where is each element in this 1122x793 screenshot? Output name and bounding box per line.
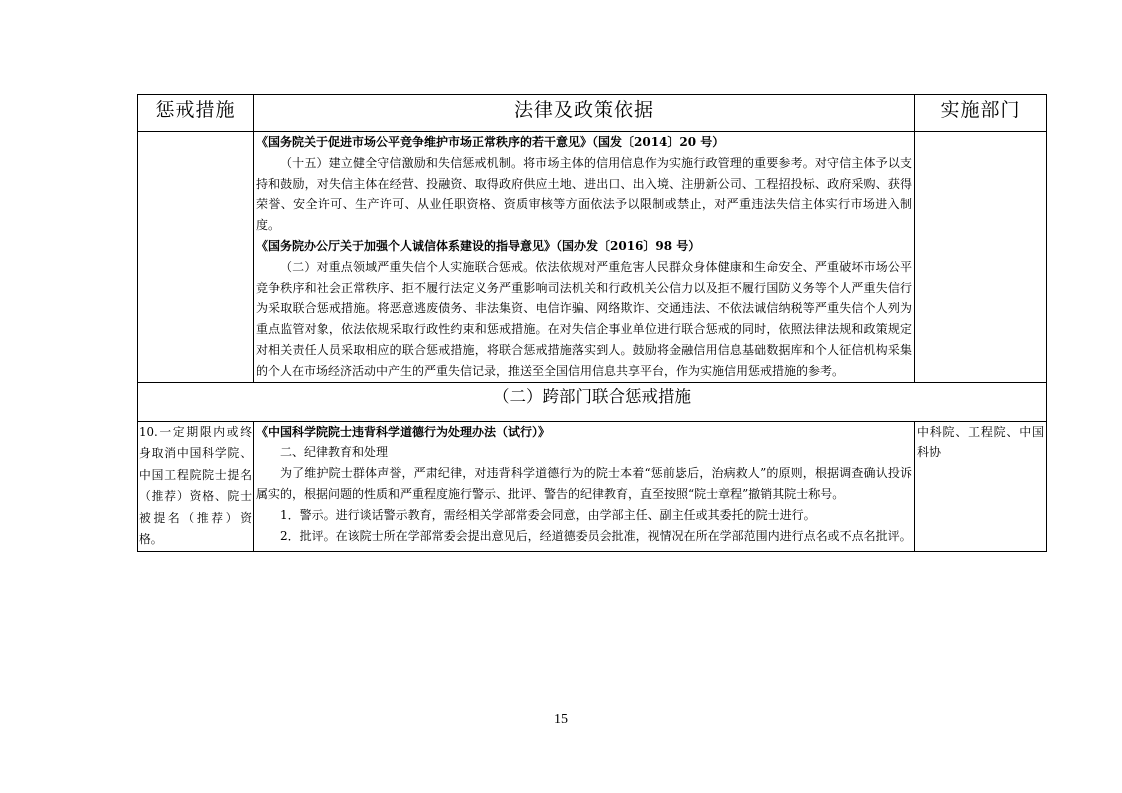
row1-basis-cell [254,132,915,383]
header-measure: 惩戒措施 [138,95,254,132]
row1-department-cell [915,132,1047,383]
section-row [138,382,1047,421]
policy-paragraph: 2．批评。在该院士所在学部常委会提出意见后，经道德委员会批准，视情况在所在学部范围内进行点名或不点名批评。 [280,528,912,543]
row2-measure-cell [138,421,254,551]
policy-title: 《国务院关于促进市场公平竞争维护市场正常秩序的若干意见》（国发〔2014〕20 号） [256,135,725,149]
policy-paragraph: （十五）建立健全守信激励和失信惩戒机制。将市场主体的信用信息作为实施行政管理的重要参考。对守信主体予以支持和鼓励，对失信主体在经营、投融资、取得政府供应土地、进出口、出入境、注册新公司、工程招投标、政府采购、获得荣誉、安全许可、生产许可、从业任职资格、资质审核等方面依法予以限制或禁止，对严重违法失信主体实行市场进入制度。 [256,155,912,233]
measure-text: 10.一定期限内或终身取消中国科学院、中国工程院院士提名（推荐）资格、院士被提名（推荐）资格。 [139,424,252,547]
policy-title: 《中国科学院院士违背科学道德行为处理办法（试行）》 [256,424,551,439]
header-basis: 法律及政策依据 [254,95,915,132]
department-text: 中科院、工程院、中国科协 [917,424,1044,460]
table-header-row [138,95,1047,132]
measures-table [137,94,1047,552]
header-department: 实施部门 [915,95,1047,132]
table-row [138,421,1047,551]
section-title: （二）跨部门联合惩戒措施 [138,382,1047,421]
policy-paragraph: （二）对重点领域严重失信个人实施联合惩戒。依法依规对严重危害人民群众身体健康和生命安全、严重破坏市场公平竞争秩序和社会正常秩序、拒不履行法定义务严重影响司法机关和行政机关公信力以及拒不履行国防义务等个人严重失信行为采取联合惩戒措施。将恶意逃废债务、非法集资、电信诈骗、网络欺诈、交通违法、不依法诚信纳税等严重失信个人列为重点监管对象，依法依规采取行政性约束和惩戒措施。在对失信企事业单位进行联合惩戒的同时，依照法律法规和政策规定对相关责任人员采取相应的联合惩戒措施，将联合惩戒措施落实到人。鼓励将金融信用信息基础数据库和个人征信机构采集的个人在市场经济活动中产生的严重失信记录，推送至全国信用信息共享平台，作为实施信用惩戒措施的参考。 [256,259,912,378]
page-number: 15 [554,712,568,727]
policy-title: 《国务院办公厅关于加强个人诚信体系建设的指导意见》（国办发〔2016〕98 号） [256,238,701,253]
row2-basis-cell [254,421,915,551]
policy-paragraph: 为了维护院士群体声誉，严肃纪律，对违背科学道德行为的院士本着“惩前毖后，治病救人”的原则，根据调查确认投诉属实的，根据问题的性质和严重程度施行警示、批评、警告的纪律教育，直至按照“院士章程”撤销其院士称号。 [256,466,912,501]
row2-department-cell [915,421,1047,551]
policy-paragraph: 二、纪律教育和处理 [280,445,389,460]
row1-measure-cell [138,132,254,383]
policy-paragraph: 1．警示。进行谈话警示教育，需经相关学部常委会同意，由学部主任、副主任或其委托的院士进行。 [280,507,816,522]
table-row [138,132,1047,383]
